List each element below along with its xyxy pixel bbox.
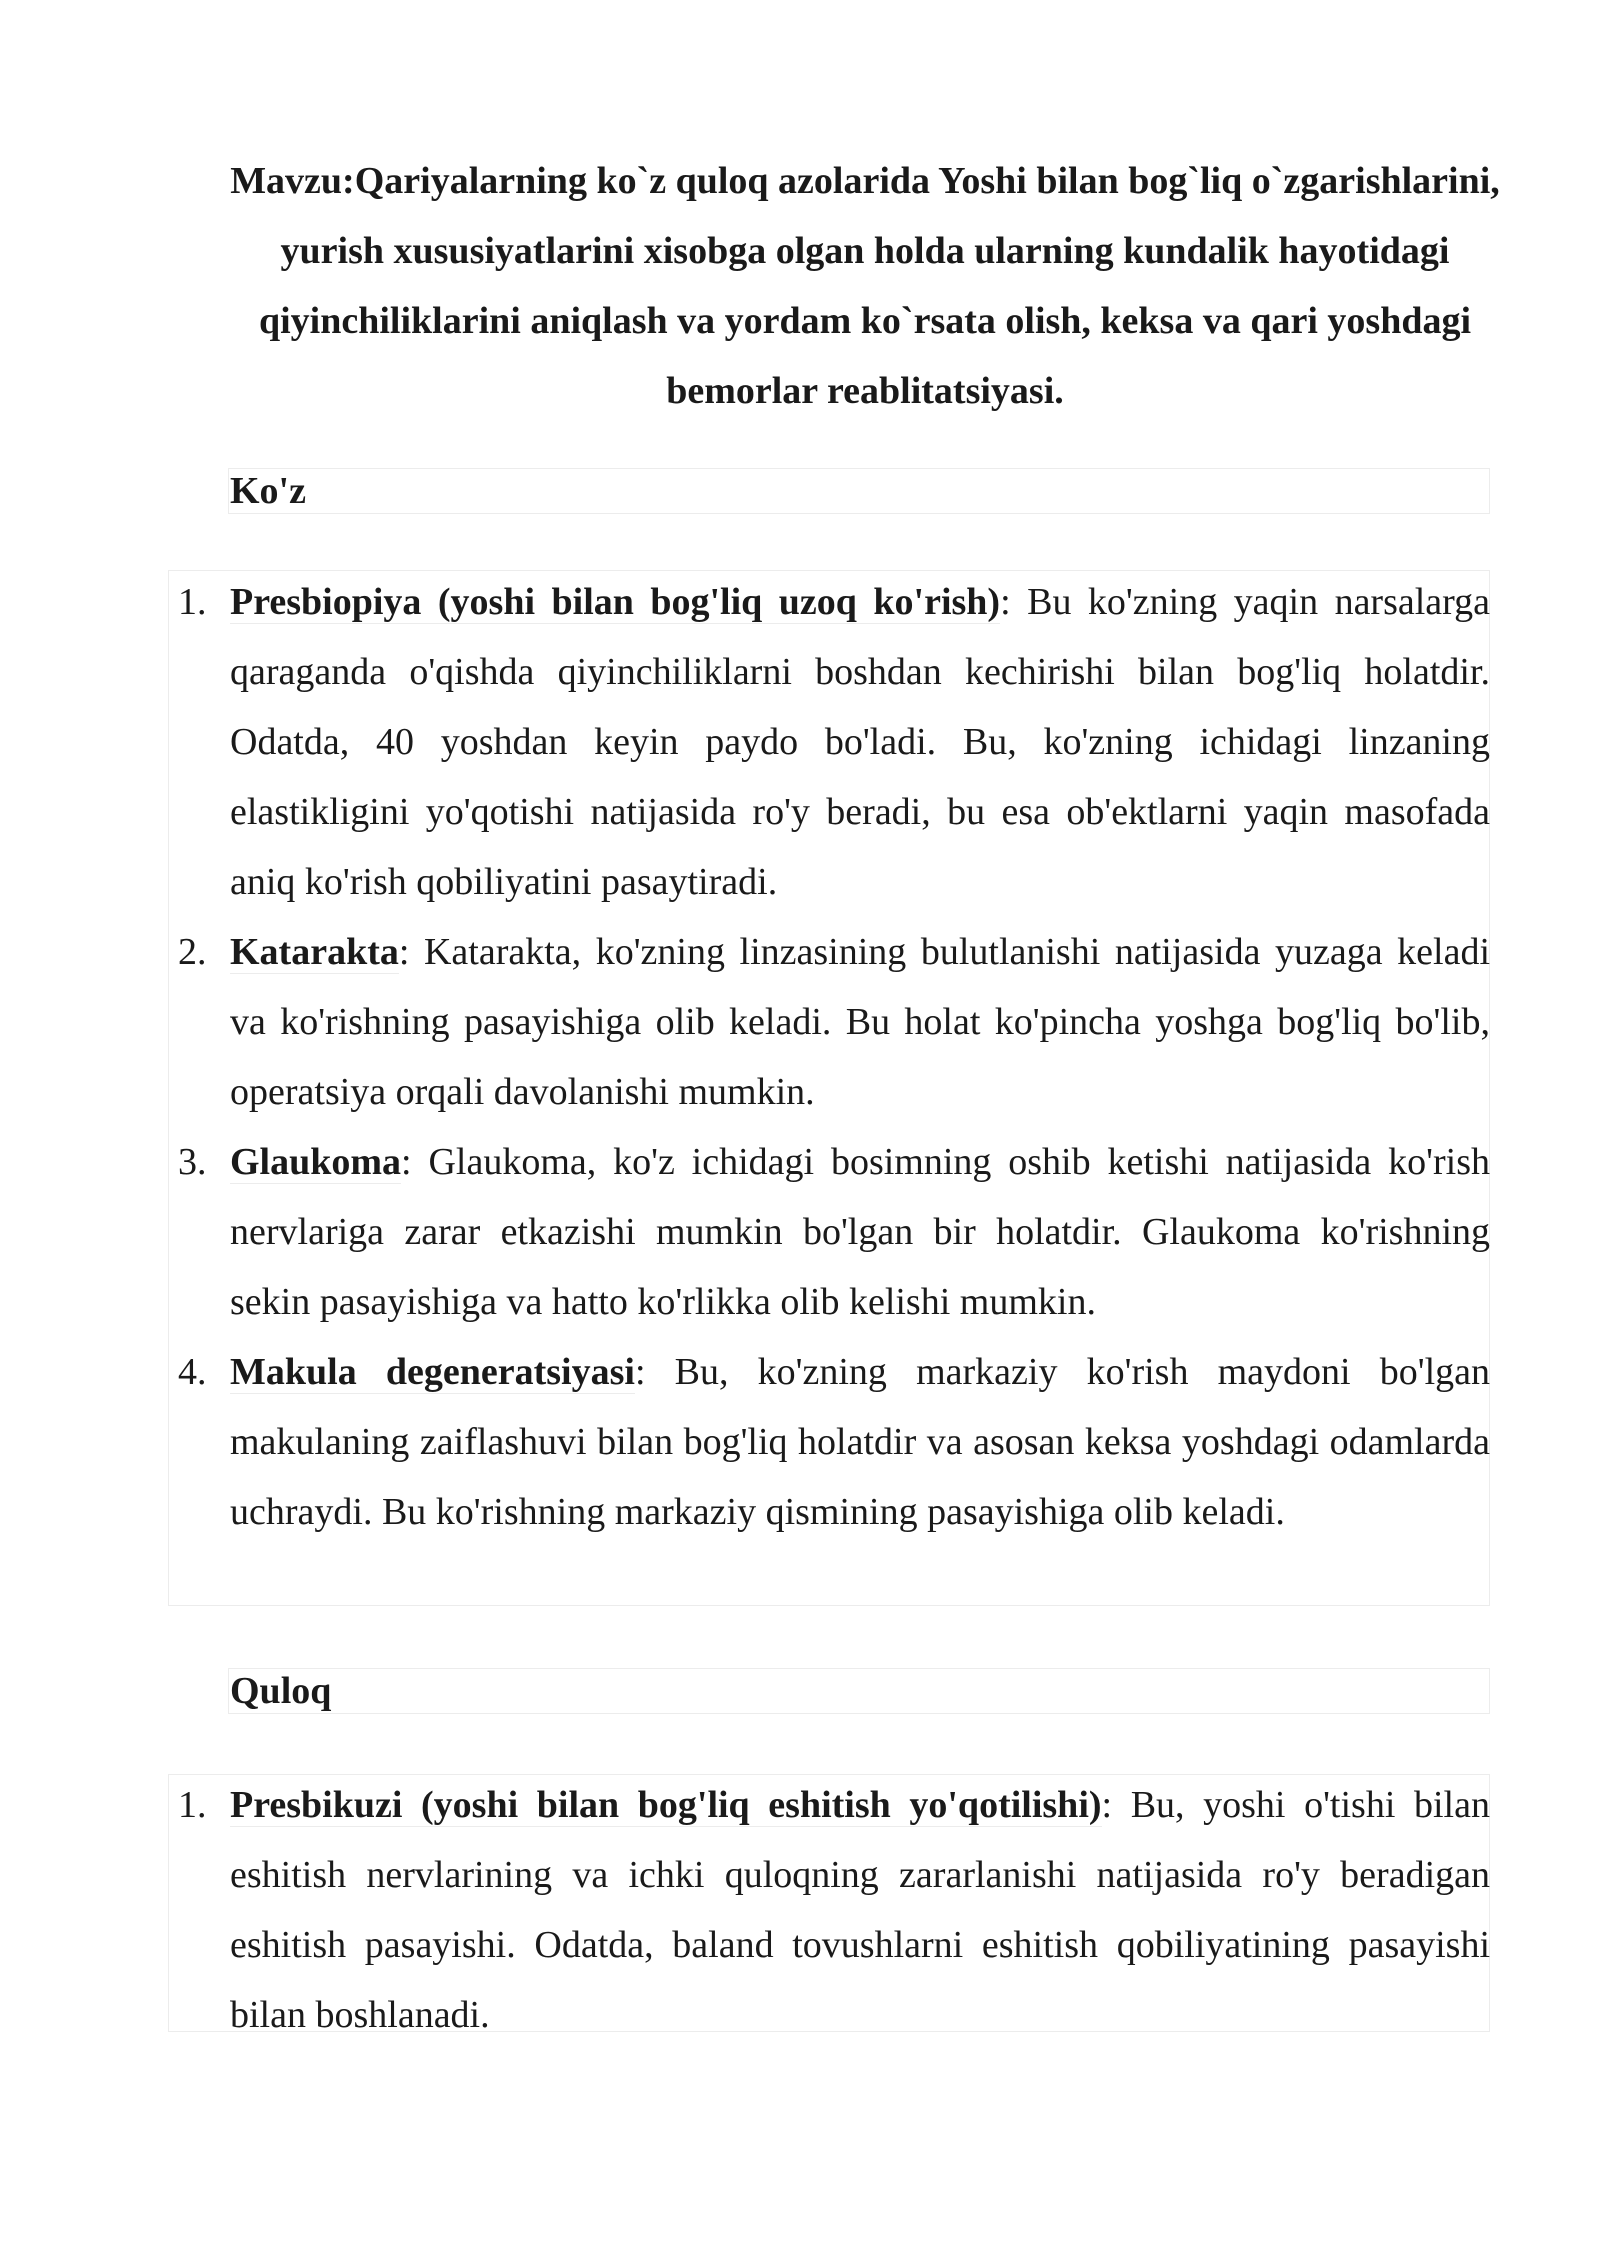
list-item-term: Presbiopiya (yoshi bilan bog'liq uzoq ko'rish) <box>230 581 1001 623</box>
list-item-term: Presbikuzi (yoshi bilan bog'liq eshitish yo'qotilishi) <box>230 1784 1102 1826</box>
list-item-term: Katarakta <box>230 931 399 973</box>
list-item-number: 4. <box>178 1351 207 1393</box>
document-title: Mavzu:Qariyalarning ko`z quloq azolarida Yoshi bilan bog`liq o`zgarishlarini, yurish xususiyatlarini xisobga olgan holda ularning kundalik hayotidagi qiyinchiliklarini aniqlash va yordam ko`rsata olish, keksa va qari yoshdagi bemorlar reablitatsiyasi. <box>230 160 1500 412</box>
list-item-text <box>230 1770 1490 2050</box>
list-item-term: Glaukoma <box>230 1141 402 1183</box>
section-heading-frame <box>228 468 1490 514</box>
list-item-description: : Bu, ko'zning markaziy ko'rish maydoni bo'lgan makulaning zaiflashuvi bilan bog'liq holatdir va asosan keksa yoshdagi odamlarda uchraydi. Bu ko'rishning markaziy qismining pasayishiga olib keladi. <box>230 1351 1491 1533</box>
list-item-text <box>230 1337 1490 1547</box>
list-item-term: Makula degeneratsiyasi <box>230 1351 635 1393</box>
list-item-description: : Bu ko'zning yaqin narsalarga qaraganda o'qishda qiyinchiliklarni boshdan kechirishi bilan bog'liq holatdir. Odatda, 40 yoshdan keyin paydo bo'ladi. Bu, ko'zning ichidagi linzaning elastikligini yo'qotishi natijasida ro'y beradi, bu esa ob'ektlarni yaqin masofada aniq ko'rish qobiliyatini pasaytiradi. <box>230 581 1490 903</box>
section-heading-koz: Ko'z <box>230 470 306 512</box>
list-item-description: : Bu, yoshi o'tishi bilan eshitish nervlarining va ichki quloqning zararlanishi natijasida ro'y beradigan eshitish pasayishi. Odatda, baland tovushlarni eshitish qobiliyatining pasayishi bilan boshlanadi. <box>230 1784 1490 2036</box>
section-heading-frame <box>228 1668 1490 1714</box>
list-item-number: 1. <box>178 1784 207 1826</box>
list-item-number: 3. <box>178 1141 207 1183</box>
list-item-text <box>230 917 1490 1127</box>
list-item-number: 2. <box>178 931 207 973</box>
list-item-description: : Katarakta, ko'zning linzasining bulutlanishi natijasida yuzaga keladi va ko'rishning pasayishiga olib keladi. Bu holat ko'pincha yoshga bog'liq bo'lib, operatsiya orqali davolanishi mumkin. <box>230 931 1490 1113</box>
list-item-text <box>230 1127 1490 1337</box>
list-item-text <box>230 567 1490 917</box>
list-item-number: 1. <box>178 581 207 623</box>
list-item-description: : Glaukoma, ko'z ichidagi bosimning oshib ketishi natijasida ko'rish nervlariga zarar etkazishi mumkin bo'lgan bir holatdir. Glaukoma ko'rishning sekin pasayishiga va hatto ko'rlikka olib kelishi mumkin. <box>230 1141 1490 1323</box>
section-heading-quloq: Quloq <box>230 1670 332 1712</box>
